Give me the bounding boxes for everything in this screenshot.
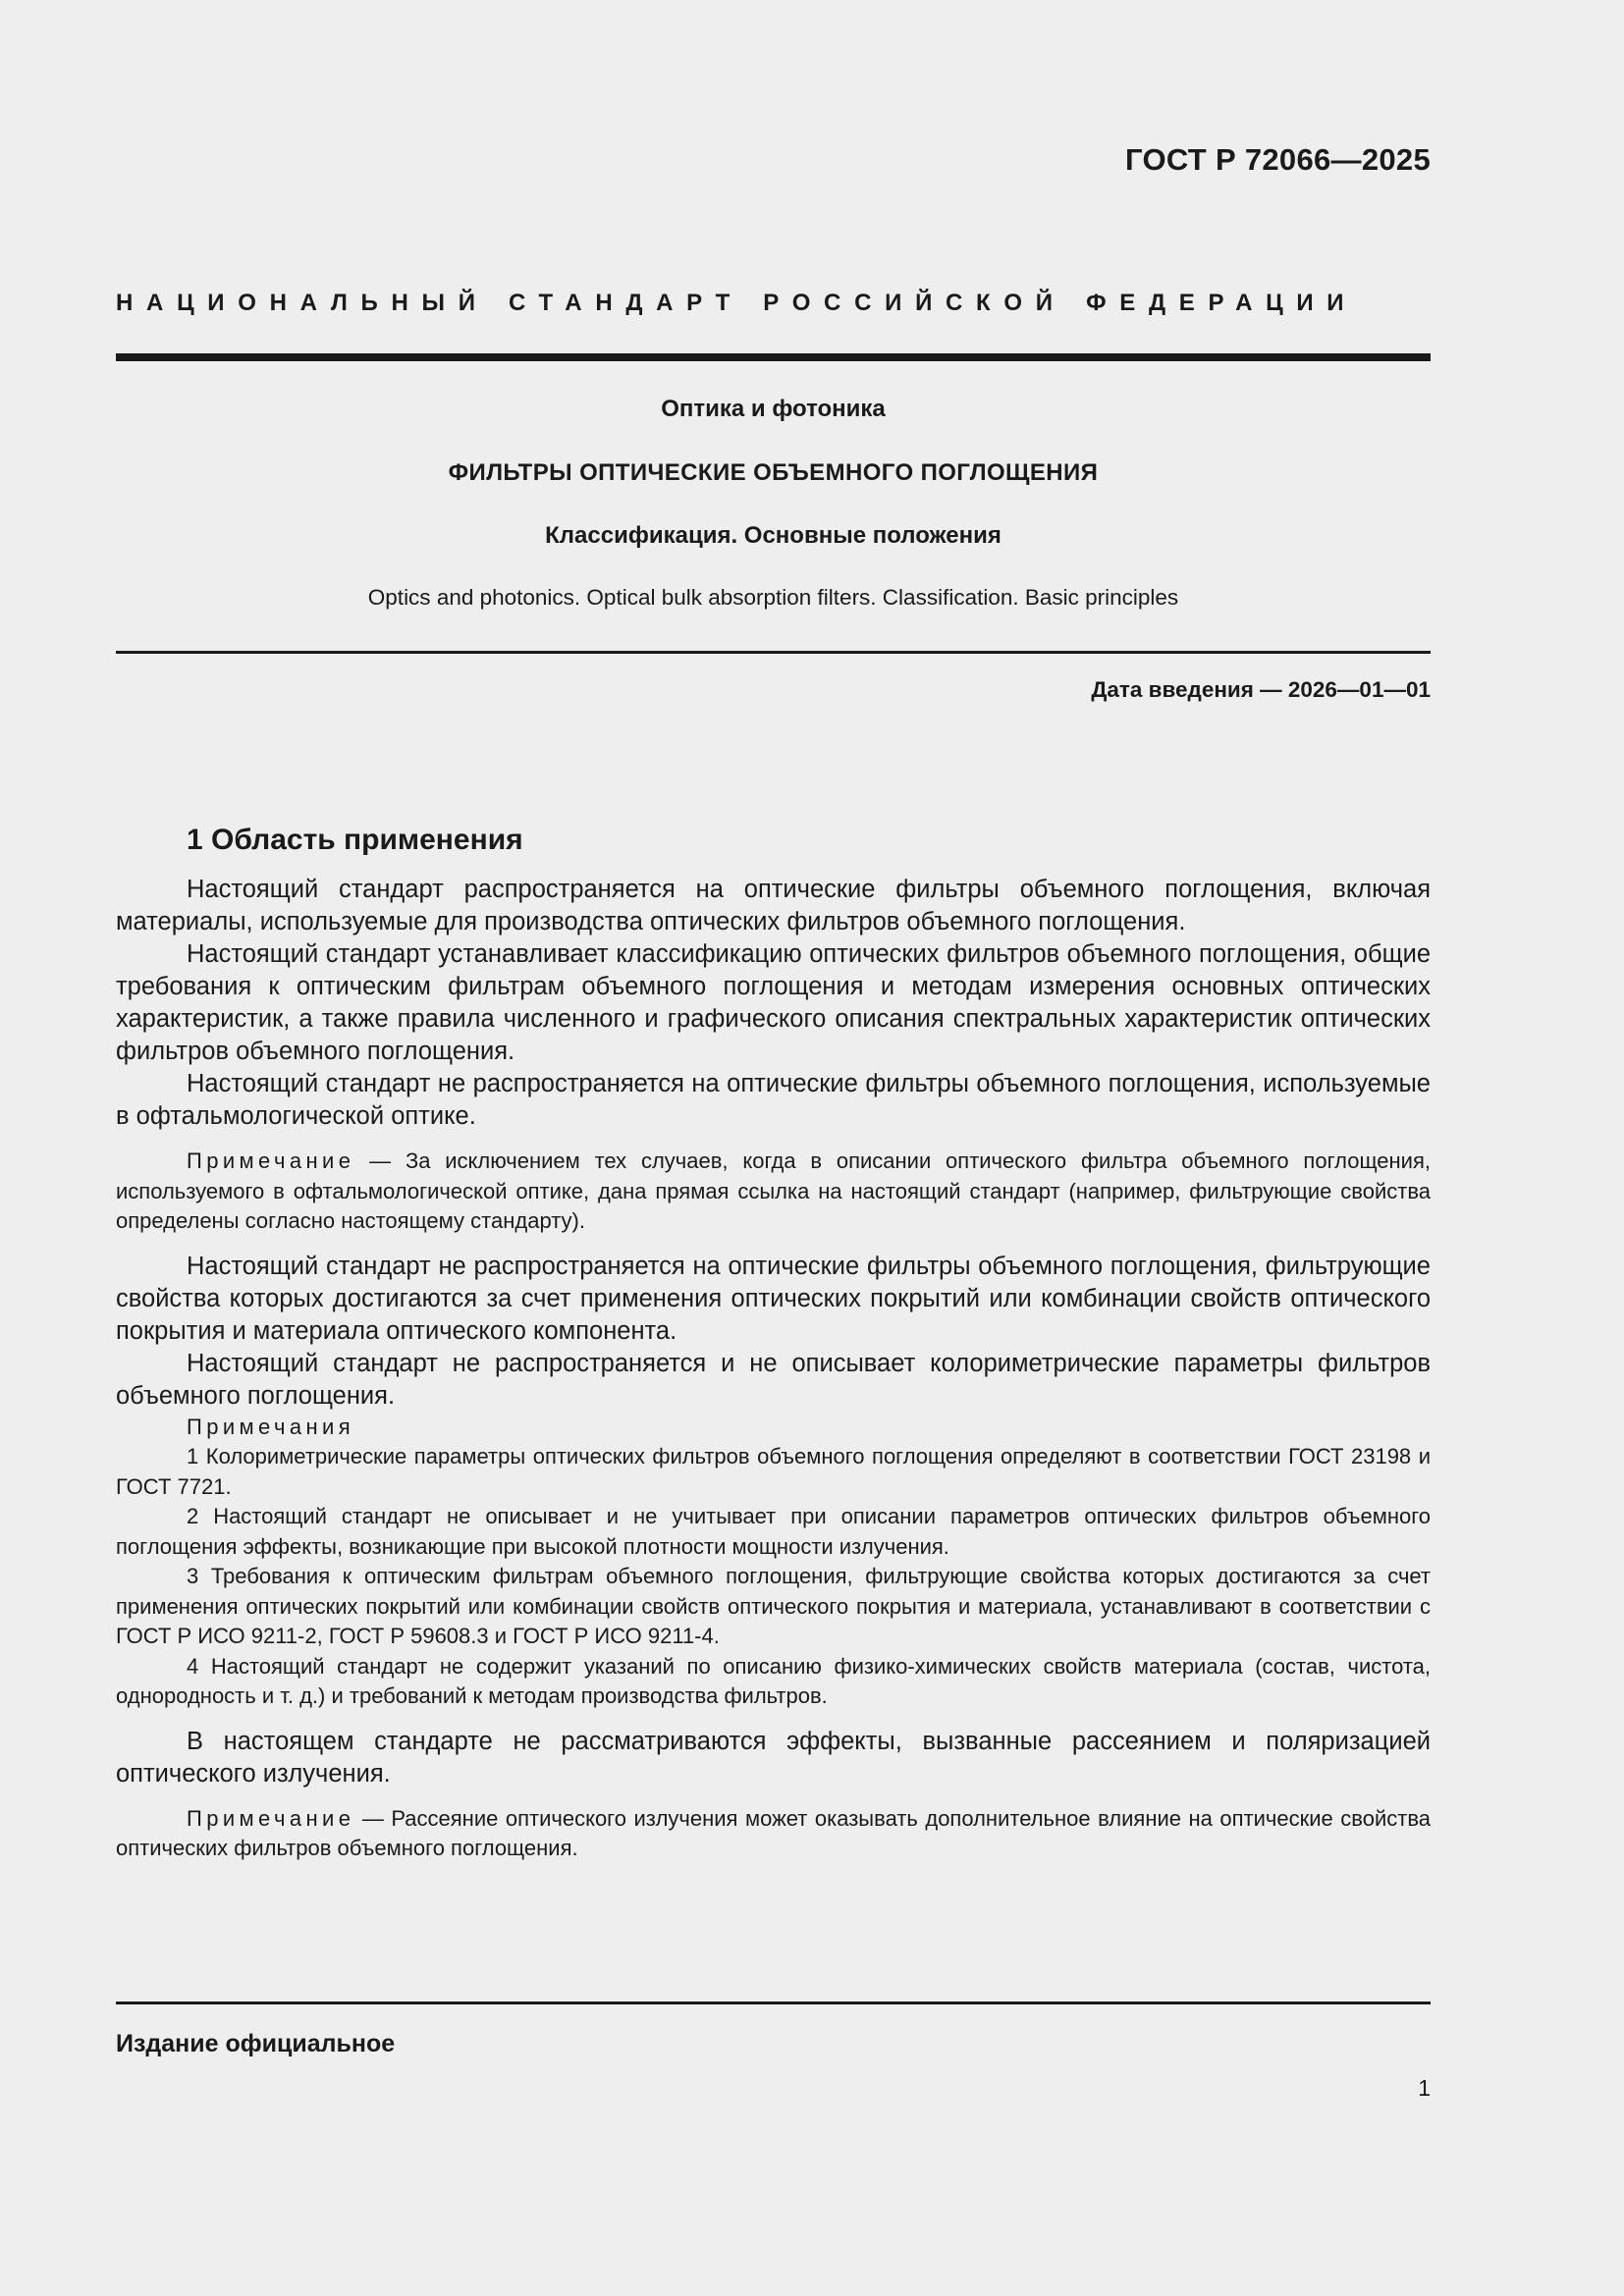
notes-item: 1 Колориметрические параметры оптических фильтров объемного поглощения определяют в соответствии ГОСТ 23198 и ГОСТ 7721. xyxy=(116,1444,1431,1499)
note-label: Примечание xyxy=(187,1148,355,1173)
paragraph: Настоящий стандарт не распространяется на оптические фильтры объемного поглощения, используемые в офтальмологической оптике. xyxy=(116,1070,1431,1130)
document-title: ФИЛЬТРЫ ОПТИЧЕСКИЕ ОБЪЕМНОГО ПОГЛОЩЕНИЯ xyxy=(448,459,1099,486)
footer-divider xyxy=(116,2002,1431,2004)
section-heading: 1 Область применения xyxy=(187,824,523,856)
note-label: Примечание xyxy=(187,1805,355,1831)
paragraph: Настоящий стандарт не распространяется на оптические фильтры объемного поглощения, фильтрующие свойства которых достигаются за счет применения оптических покрытий или комбинации свойств оптического покрытия и материала оптического компонента. xyxy=(116,1252,1431,1345)
edition-label: Издание официальное xyxy=(116,2030,396,2057)
thick-divider xyxy=(116,353,1431,361)
english-title: Optics and photonics. Optical bulk absorption filters. Classification. Basic principles xyxy=(367,585,1179,610)
introduction-date: Дата введения — 2026—01—01 xyxy=(1091,677,1431,702)
notes-item: 4 Настоящий стандарт не содержит указаний по описанию физико-химических свойств материала (состав, чистота, однородность и т. д.) и требований к методам производства фильтров. xyxy=(116,1653,1431,1708)
notes-item: 2 Настоящий стандарт не описывает и не учитывает при описании параметров оптических фильтров объемного поглощения эффекты, возникающие при высокой плотности мощности излучения. xyxy=(116,1504,1431,1559)
note-text: — Рассеяние оптического излучения может оказывать дополнительное влияние на оптические свойства оптических фильтров объемного поглощения. xyxy=(116,1805,1431,1860)
paragraph: Настоящий стандарт устанавливает классификацию оптических фильтров объемного поглощения, общие требования к оптическим фильтрам объемного поглощения и методам измерения основных оптических характеристик, а также правила численного и графического описания спектральных характеристик оптических фильтров объемного поглощения. xyxy=(116,940,1431,1065)
subject-area: Оптика и фотоника xyxy=(661,396,886,422)
note xyxy=(116,1147,1431,1237)
page-number: 1 xyxy=(1418,2075,1431,2101)
paragraph: Настоящий стандарт не распространяется и не описывает колориметрические параметры фильтров объемного поглощения. xyxy=(116,1349,1431,1410)
standard-number: ГОСТ Р 72066—2025 xyxy=(1125,142,1431,177)
national-standard-banner: НАЦИОНАЛЬНЫЙ СТАНДАРТ РОССИЙСКОЙ ФЕДЕРАЦИИ xyxy=(116,290,1358,316)
note-text: — За исключением тех случаев, когда в описании оптического фильтра объемного поглощения, используемого в офтальмологической оптике, дана прямая ссылка на настоящий стандарт (например, фильтрующие свойства определены согласно настоящему стандарту). xyxy=(116,1148,1431,1233)
section-scope xyxy=(116,823,1431,1864)
document-subtitle: Классификация. Основные положения xyxy=(545,522,1001,549)
notes-heading: Примечания xyxy=(187,1414,355,1439)
note xyxy=(116,1804,1431,1864)
paragraph: Настоящий стандарт распространяется на оптические фильтры объемного поглощения, включая материалы, используемые для производства оптических фильтров объемного поглощения. xyxy=(116,876,1431,935)
paragraph: В настоящем стандарте не рассматриваются эффекты, вызванные рассеянием и поляризацией оптического излучения. xyxy=(116,1727,1431,1788)
title-divider xyxy=(116,651,1431,654)
notes-item: 3 Требования к оптическим фильтрам объемного поглощения, фильтрующие свойства которых достигаются за счет применения оптических покрытий или комбинации свойств оптического покрытия и материала, устанавливают в соответствии с ГОСТ Р ИСО 9211-2, ГОСТ Р 59608.3 и ГОСТ Р ИСО 9211-4. xyxy=(116,1564,1431,1648)
